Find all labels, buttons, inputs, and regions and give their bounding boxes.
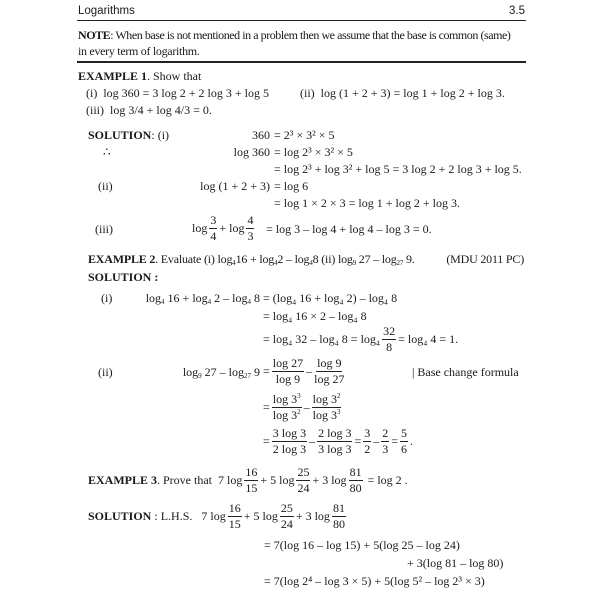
example2-prompt: . Evaluate (i) — [155, 252, 215, 266]
fraction: $\frac{3}{2}$ — [364, 425, 371, 456]
s1-r6-rhs: = log 3 – log 4 + log 4 – log 3 = 0. — [266, 222, 432, 236]
therefore-symbol: ∴ — [103, 145, 111, 159]
fraction: $\frac{81}{80}$ — [349, 464, 362, 495]
fraction: $\frac{3 \log 3}{2 \log 3}$ — [272, 425, 307, 456]
running-header-chapter: Logarithms — [78, 5, 135, 17]
s2-ii-lhs: $\log_9 27 - \log_{27} 9$ — [182, 365, 260, 380]
s2-ii-step2: = $\frac{\log 3^3}{\log 3^2}$ – $\frac{\log 3^2}{\log 3^3}$ — [263, 391, 341, 422]
s1-r4-lhs: log (1 + 2 + 3) — [200, 179, 270, 193]
solution1-part-ii: (ii) — [98, 179, 113, 193]
note-text: : When base is not mentioned in a problem then we assume that the base is common (same) — [110, 28, 511, 42]
base-change-note: | Base change formula — [412, 365, 519, 379]
solution2-part-i: (i) — [101, 291, 113, 305]
s3-step1: = 7(log 16 – log 15) + 5(log 25 – log 24) — [264, 538, 460, 552]
solution1-heading — [88, 129, 169, 141]
example3-prompt: . Prove that — [157, 473, 212, 487]
s2-i-step3 — [263, 325, 458, 353]
note-rule — [77, 61, 526, 63]
part-expression: log 360 = 3 log 2 + 2 log 3 + log 5 — [103, 86, 269, 100]
part-number: (i) — [86, 86, 98, 100]
part-expression: log (1 + 2 + 3) = log 1 + log 2 + log 3. — [320, 86, 505, 100]
example1-part-iii — [86, 104, 212, 116]
fraction: $\frac{5}{6}$ — [401, 425, 408, 456]
fraction: $\frac{2}{3}$ — [382, 425, 389, 456]
s2-ii-step3: = $\frac{3 \log 3}{2 \log 3}$ – $\frac{2 \log 3}{3 \log 3}$ = $\frac{3}{2}$ – $\frac{2}{3}$ = $\frac{5}{6}$ . — [263, 425, 414, 456]
page-number: 3.5 — [509, 5, 525, 17]
part-number: (ii) — [300, 86, 315, 100]
s3-step2: = 7(log 2⁴ – log 3 × 5) + 5(log 5² – log 2³ × 3) — [264, 574, 485, 588]
solution1-part-iii: (iii) — [95, 222, 113, 236]
solution3-label: SOLUTION — [88, 509, 152, 523]
lhs-label: : L.H.S. — [154, 509, 193, 523]
s1-r5-rhs: = log 1 × 2 × 3 = log 1 + log 2 + log 3. — [274, 196, 460, 210]
solution3-heading: SOLUTION : L.H.S. 7 log $\frac{16}{15}$ + 5 log $\frac{25}{24}$ + 3 log $\frac{81}{80}$ — [88, 500, 345, 531]
fraction: $\frac{25}{24}$ — [280, 500, 293, 531]
solution2-part-ii: (ii) — [98, 365, 113, 379]
example1-part-i — [86, 87, 269, 99]
part-ii-label: (ii) — [321, 252, 336, 266]
part-expression: log 3/4 + log 4/3 = 0. — [110, 103, 212, 117]
s3-step1b: + 3(log 81 – log 80) — [407, 556, 504, 570]
solution1-part-i: : (i) — [151, 128, 170, 142]
solution2-label: SOLUTION : — [88, 270, 159, 284]
s1-r2-lhs: log 360 — [233, 145, 270, 159]
fraction: $\frac{\log 3^2}{\log 3^3}$ — [312, 391, 341, 422]
fraction: $\frac{\log 27}{\log 9}$ — [272, 355, 304, 386]
s1-r3-rhs: = log 2³ + log 3² + log 5 = 3 log 2 + 2 log 3 + log 5. — [274, 162, 522, 176]
fraction: $\frac{\log 3^3}{\log 3^2}$ — [272, 391, 301, 422]
example1-prompt: . Show that — [147, 69, 202, 83]
example1-label: EXAMPLE 1 — [78, 69, 147, 83]
example2-heading: EXAMPLE 2. Evaluate (i) $\log_416 + \log_42 - \log_48$ (ii) $\log_9 27 - \log_{27} 9$. — [88, 252, 415, 267]
s1-r1-lhs: 360 — [252, 128, 270, 142]
s2-i-lhs: $\log_4 16 + \log_4 2 - \log_4 8$ — [145, 291, 260, 306]
fraction: $\frac{4}{3}$ — [247, 212, 254, 243]
example3-rhs: = log 2 . — [367, 473, 408, 487]
example2-source: (MDU 2011 PC) — [446, 252, 524, 266]
example3-heading: EXAMPLE 3 . Prove that 7 log $\frac{16}{15}$ + 5 log $\frac{25}{24}$ + 3 log $\frac{81}{80}$ = log 2 . — [88, 464, 408, 495]
example3-label: EXAMPLE 3 — [88, 473, 157, 487]
note-line-1 — [78, 29, 510, 41]
solution1-label: SOLUTION — [88, 128, 152, 142]
s2-ii-step1: = $\frac{\log 27}{\log 9}$ – $\frac{\log 9}{\log 27}$ — [263, 355, 345, 386]
s1-r4-rhs: = log 6 — [274, 179, 309, 193]
solution2-heading — [88, 271, 158, 283]
s2-i-step1: = (log₄ 16 + log₄ 2) – log₄ 8 — [263, 291, 398, 305]
s2-i-step3b: = log₄ 4 = 1. — [398, 332, 459, 346]
fraction: $\frac{81}{80}$ — [332, 500, 345, 531]
fraction: $\frac{\log 9}{\log 27}$ — [314, 355, 345, 386]
example2-label: EXAMPLE 2 — [88, 252, 156, 266]
fraction: $\frac{25}{24}$ — [297, 464, 310, 495]
example1-part-ii — [300, 87, 505, 99]
fraction: $\frac{3}{4}$ — [210, 212, 217, 243]
note-label: NOTE — [78, 28, 111, 42]
example1-heading — [78, 70, 201, 82]
fraction: $\frac{32}{8}$ — [383, 323, 396, 354]
s2-i-step2: = log₄ 16 × 2 – log₄ 8 — [263, 309, 367, 323]
fraction: $\frac{16}{15}$ — [245, 464, 258, 495]
s1-r1-rhs: = 2³ × 3² × 5 — [274, 128, 335, 142]
note-line-2: in every term of logarithm. — [78, 44, 200, 58]
part-number: (iii) — [86, 103, 104, 117]
period: . — [410, 434, 414, 448]
header-rule — [77, 20, 526, 21]
s2-i-step3a: = log₄ 32 – log₄ 8 = log₄ — [263, 332, 381, 346]
s1-r6-lhs: log $\frac{3}{4}$ + log $\frac{4}{3}$ — [192, 212, 254, 243]
fraction: $\frac{16}{15}$ — [228, 500, 241, 531]
s1-r2-rhs: = log 2³ × 3² × 5 — [274, 145, 353, 159]
fraction: $\frac{2 \log 3}{3 \log 3}$ — [318, 425, 352, 456]
